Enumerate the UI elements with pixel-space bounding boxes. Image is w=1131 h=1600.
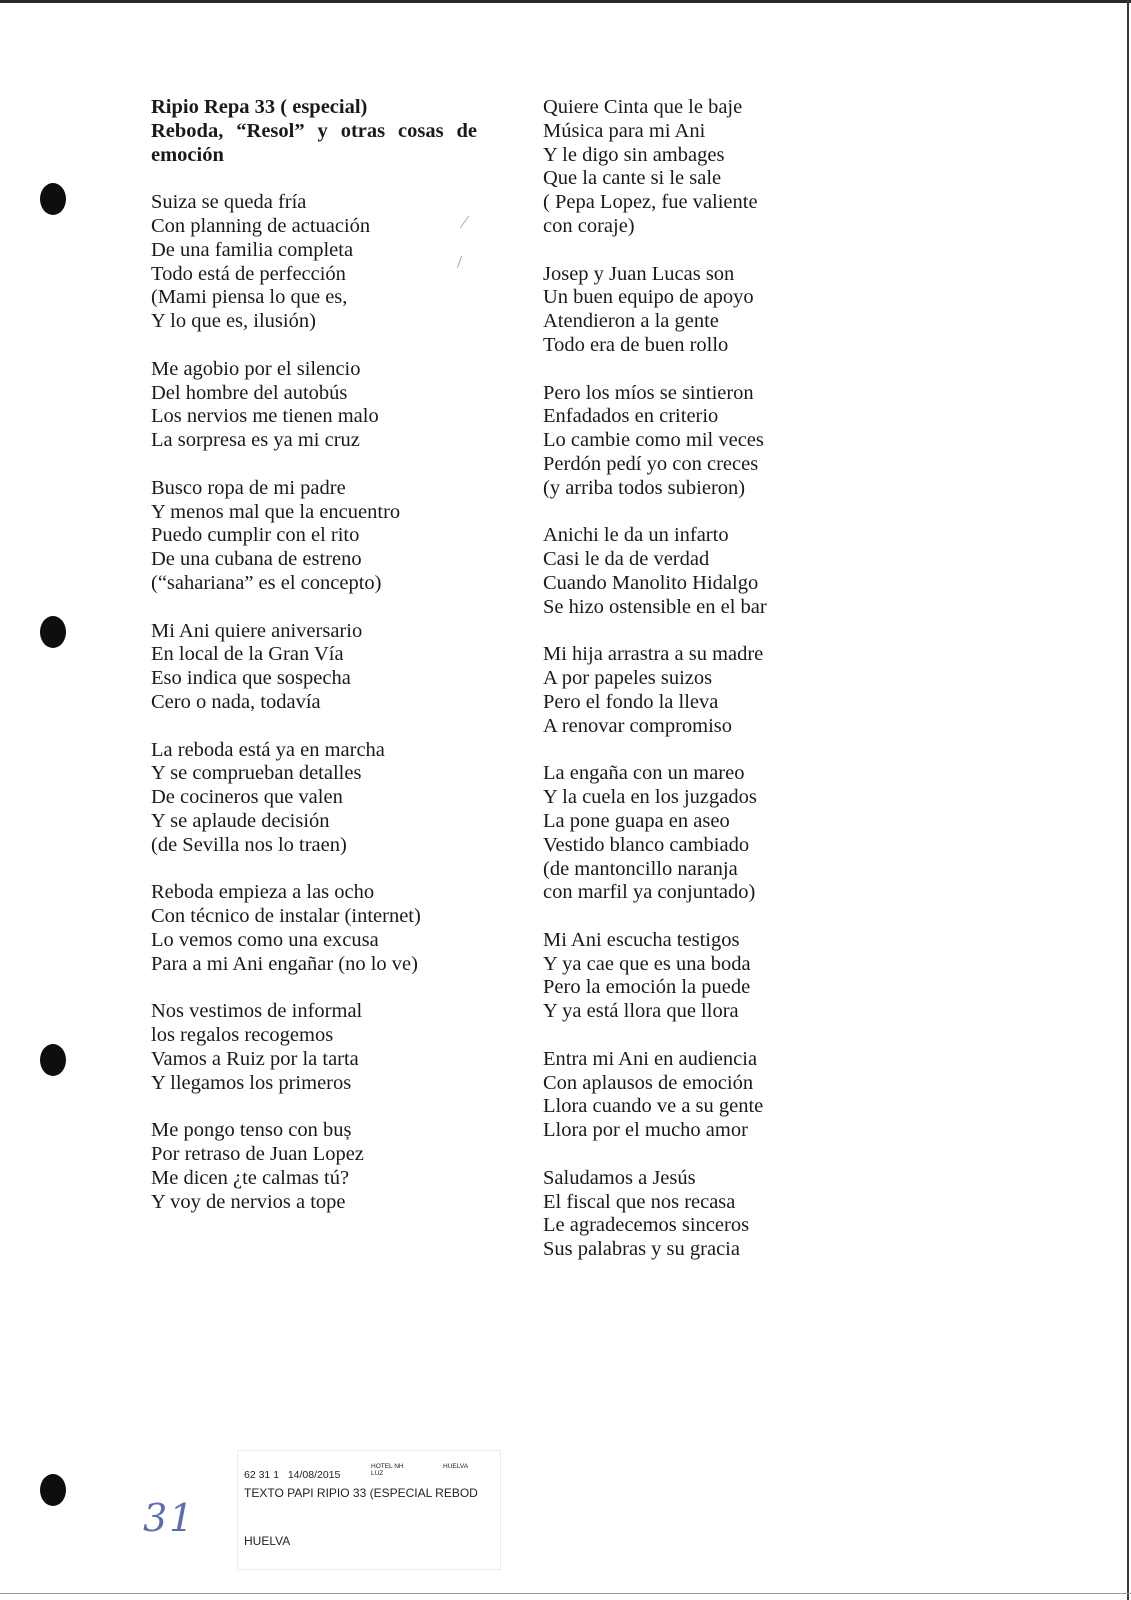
label-city: HUELVA (244, 1534, 291, 1548)
poem-line: Y llegamos los primeros (151, 1071, 352, 1094)
poem-line: Y ya cae que es una boda (543, 952, 751, 975)
poem-line: Reboda empieza a las ocho (151, 881, 375, 904)
poem-line: Sus palabras y su gracia (543, 1238, 740, 1261)
label-date: 14/08/2015 (287, 1469, 341, 1481)
poem-line: Mi Ani escucha testigos (543, 928, 740, 951)
poem-line: Mi Ani quiere aniversario (151, 619, 363, 642)
poem-line: Pero el fondo la lleva (543, 690, 719, 713)
stanza (151, 620, 481, 715)
poem-line: con coraje) (543, 214, 635, 237)
poem-line: Llora cuando ve a su gente (543, 1095, 764, 1118)
poem-line: Me agobio por el silencio (151, 357, 361, 380)
label-city-small: HUELVA (443, 1463, 469, 1470)
title-word: y (317, 119, 328, 142)
poem-line: Mi hija arrastra a su madre (543, 643, 764, 666)
poem-line: Nos vestimos de informal (151, 1000, 363, 1023)
stanza (543, 1048, 873, 1143)
poem-line: Me pongo tenso con buș (151, 1119, 352, 1142)
stanza (543, 382, 873, 501)
punch-hole (40, 183, 66, 215)
poem-line: Pero la emoción la puede (543, 976, 751, 999)
poem-line: Atendieron a la gente (543, 310, 719, 333)
poem-line: Que la cante si le sale (543, 167, 722, 190)
poem-line: Josep y Juan Lucas son (543, 262, 735, 285)
poem-line: Le agradecemos sinceros (543, 1214, 750, 1237)
label-hotel-name-2: LUZ (371, 1470, 384, 1477)
scan-right-edge (1127, 0, 1129, 1600)
stanza (543, 96, 873, 239)
poem-line: Lo cambie como mil veces (543, 429, 764, 452)
poem-line: Y ya está llora que llora (543, 1000, 739, 1023)
poem-line: Anichi le da un infarto (543, 524, 729, 547)
poem-line: Los nervios me tienen malo (151, 405, 379, 428)
poem-line: con marfil ya conjuntado) (543, 881, 756, 904)
poem-line: Suiza se queda fría (151, 191, 307, 214)
poem-line: Quiere Cinta que le baje (543, 96, 743, 118)
poem-line: Puedo cumplir con el rito (151, 524, 360, 547)
scan-bottom-edge (0, 1593, 1131, 1594)
punch-hole (40, 1474, 66, 1506)
stanza (151, 477, 481, 596)
poem-right-column (543, 96, 873, 1286)
poem-line: Perdón pedí yo con creces (543, 452, 759, 475)
poem-line: Y le digo sin ambages (543, 143, 725, 166)
stanza (151, 191, 481, 334)
poem-line: De una familia completa (151, 238, 354, 261)
title-line-3: emoción (151, 143, 224, 166)
scan-mark: ⁄ (463, 212, 467, 232)
poem-line: Vestido blanco cambiado (543, 833, 750, 856)
poem-line: Cuando Manolito Hidalgo (543, 571, 759, 594)
punch-hole (40, 616, 66, 648)
poem-line: Con planning de actuación (151, 214, 371, 237)
title-word: otras (340, 119, 386, 142)
poem-line: Música para mi Ani (543, 119, 706, 142)
stanza (151, 1000, 481, 1095)
poem-line: La engaña con un mareo (543, 762, 745, 785)
label-ref-date (244, 1469, 340, 1481)
label-hotel (371, 1463, 404, 1477)
poem-line: Lo vemos como una excusa (151, 928, 379, 951)
poem-line: Se hizo ostensible en el bar (543, 595, 767, 618)
poem-title (151, 96, 481, 167)
poem-line: (Mami piensa lo que es, (151, 286, 348, 309)
poem-line: Casi le da de verdad (543, 548, 710, 571)
stanza (151, 1119, 481, 1214)
punch-hole (40, 1044, 66, 1076)
poem-line: Vamos a Ruiz por la tarta (151, 1047, 359, 1070)
poem-line: Llora por el mucho amor (543, 1119, 748, 1142)
poem-line: Todo era de buen rollo (543, 333, 729, 356)
archive-label (237, 1450, 501, 1570)
poem-left-column (151, 96, 481, 1238)
poem-line: (de mantoncillo naranja (543, 857, 738, 880)
stanza (543, 643, 873, 738)
poem-line: Busco ropa de mi padre (151, 476, 346, 499)
poem-line: El fiscal que nos recasa (543, 1190, 736, 1213)
poem-line: Por retraso de Juan Lopez (151, 1143, 364, 1166)
poem-line: (y arriba todos subieron) (543, 476, 746, 499)
title-word: cosas (398, 119, 444, 142)
title-word: Reboda, (151, 119, 224, 142)
poem-line: A por papeles suizos (543, 667, 713, 690)
poem-line: Y lo que es, ilusión) (151, 310, 316, 333)
left-stanzas (151, 191, 481, 1214)
poem-line: (de Sevilla nos lo traen) (151, 833, 347, 856)
handwritten-page-number: 31 (143, 1496, 196, 1540)
poem-line: Enfadados en criterio (543, 405, 719, 428)
poem-line: Saludamos a Jesús (543, 1166, 696, 1189)
poem-line: Y menos mal que la encuentro (151, 500, 401, 523)
scan-top-edge (0, 0, 1131, 3)
stanza (151, 881, 481, 976)
title-line-2 (151, 120, 477, 144)
stanza (543, 762, 873, 905)
poem-line: Eso indica que sospecha (151, 667, 351, 690)
label-description: TEXTO PAPI RIPIO 33 (ESPECIAL REBOD (244, 1486, 478, 1500)
poem-line: Con técnico de instalar (internet) (151, 905, 421, 928)
poem-line: Y se comprueban detalles (151, 762, 362, 785)
stanza (151, 358, 481, 453)
poem-line: Y voy de nervios a tope (151, 1190, 346, 1213)
poem-line: ( Pepa Lopez, fue valiente (543, 191, 758, 214)
stanza (543, 524, 873, 619)
stanza (543, 929, 873, 1024)
poem-line: Del hombre del autobús (151, 381, 348, 404)
title-word: de (456, 119, 477, 142)
label-hotel-name: HOTEL NH (371, 1463, 404, 1470)
poem-line: Y se aplaude decisión (151, 809, 330, 832)
poem-line: Entra mi Ani en audiencia (543, 1047, 758, 1070)
poem-line: La sorpresa es ya mi cruz (151, 429, 360, 452)
poem-line: Para a mi Ani engañar (no lo ve) (151, 952, 418, 975)
label-ref: 62 31 1 (244, 1469, 280, 1481)
poem-line: los regalos recogemos (151, 1024, 334, 1047)
stanza (543, 1167, 873, 1262)
poem-line: Me dicen ¿te calmas tú? (151, 1166, 350, 1189)
poem-line: En local de la Gran Vía (151, 643, 344, 666)
poem-line: (“sahariana” es el concepto) (151, 571, 382, 594)
poem-line: De una cubana de estreno (151, 548, 362, 571)
poem-line: De cocineros que valen (151, 786, 343, 809)
poem-line: A renovar compromiso (543, 714, 733, 737)
title-line-1: Ripio Repa 33 ( especial) (151, 96, 368, 118)
poem-line: Cero o nada, todavía (151, 690, 321, 713)
right-stanzas (543, 96, 873, 1262)
poem-line: Con aplausos de emoción (543, 1071, 754, 1094)
poem-line: Un buen equipo de apoyo (543, 286, 754, 309)
stanza (543, 263, 873, 358)
poem-line: Pero los míos se sintieron (543, 381, 754, 404)
poem-line: Todo está de perfección (151, 262, 346, 285)
title-word: “Resol” (236, 119, 305, 142)
scan-mark: / (457, 252, 463, 272)
poem-line: La pone guapa en aseo (543, 809, 730, 832)
poem-line: La reboda está ya en marcha (151, 738, 385, 761)
stanza (151, 739, 481, 858)
poem-line: Y la cuela en los juzgados (543, 786, 757, 809)
